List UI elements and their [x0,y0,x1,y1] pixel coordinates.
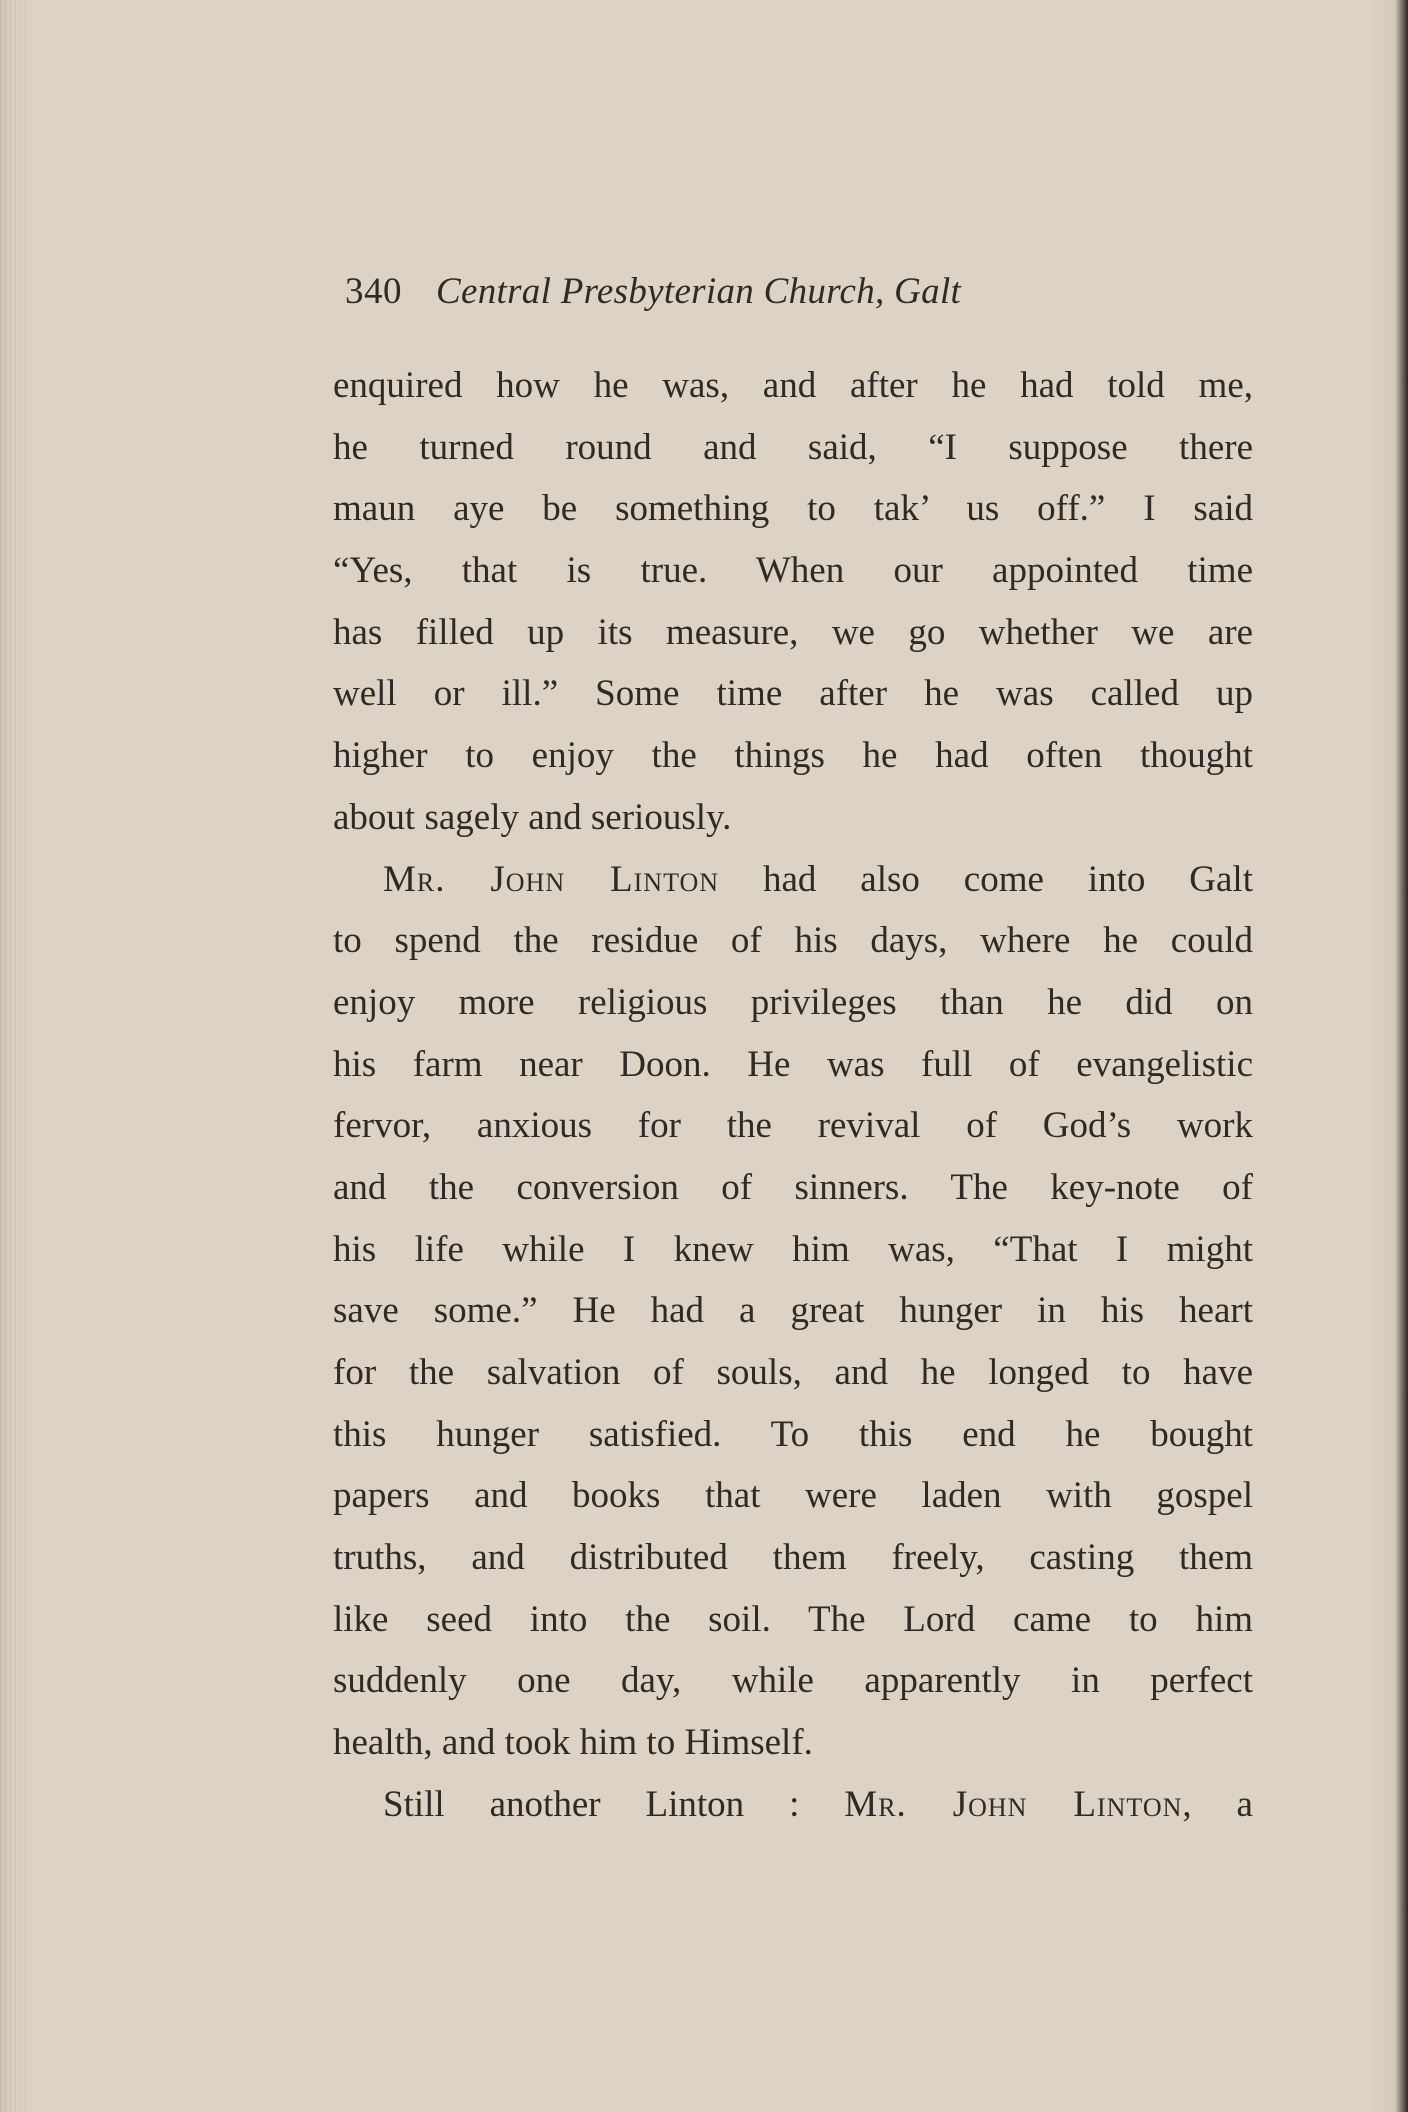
text-line: enjoy more religious privileges than he did on [333,981,1253,1023]
text-line: and the conversion of sinners. The key-note of [333,1166,1253,1208]
page-gutter-edge [0,0,30,2112]
text-line: higher to enjoy the things he had often thought [333,735,1253,777]
paragraph-opening-line [333,1774,1253,1836]
text-line: for the salvation of souls, and he longed to have [333,1352,1253,1393]
text-line: “Yes, that is true. When our appointed time [333,550,1253,592]
text-line: maun aye be something to tak’ us off.” I said [333,488,1253,530]
text-line: suddenly one day, while apparently in perfect [333,1660,1253,1702]
text-line: his farm near Doon. He was full of evangelistic [333,1043,1253,1085]
text-line: enquired how he was, and after he had told me, [333,365,1253,406]
text-line: to spend the residue of his days, where he could [333,920,1253,962]
person-name: Mr. John Linton [844,1783,1183,1825]
running-title: Central Presbyterian Church, Galt [436,271,962,312]
paragraph-opening-line [333,849,1253,911]
text-line: his life while I knew him was, “That I might [333,1228,1253,1270]
text-line: fervor, anxious for the revival of God’s work [333,1105,1253,1147]
text-line: he turned round and said, “I suppose there [333,426,1253,468]
text-line: like seed into the soil. The Lord came to him [333,1598,1253,1640]
running-header [345,265,1145,319]
text-line: this hunger satisfied. To this end he bought [333,1413,1253,1455]
text-line: well or ill.” Some time after he was called up [333,673,1253,715]
text-run: Still another Linton : [383,1783,845,1825]
text-line: health, and took him to Himself. [333,1722,813,1764]
text-run: , a [1182,1783,1253,1825]
text-run: had also come into Galt [719,858,1253,900]
text-line: truths, and distributed them freely, casting them [333,1537,1253,1579]
body-text [333,355,1253,1836]
text-line: about sagely and seriously. [333,796,732,838]
person-name: Mr. John Linton [383,858,720,900]
page-number: 340 [345,271,402,312]
text-line: has filled up its measure, we go whether we are [333,611,1253,653]
text-line: papers and books that were laden with gospel [333,1475,1253,1517]
text-line: save some.” He had a great hunger in his heart [333,1290,1253,1332]
